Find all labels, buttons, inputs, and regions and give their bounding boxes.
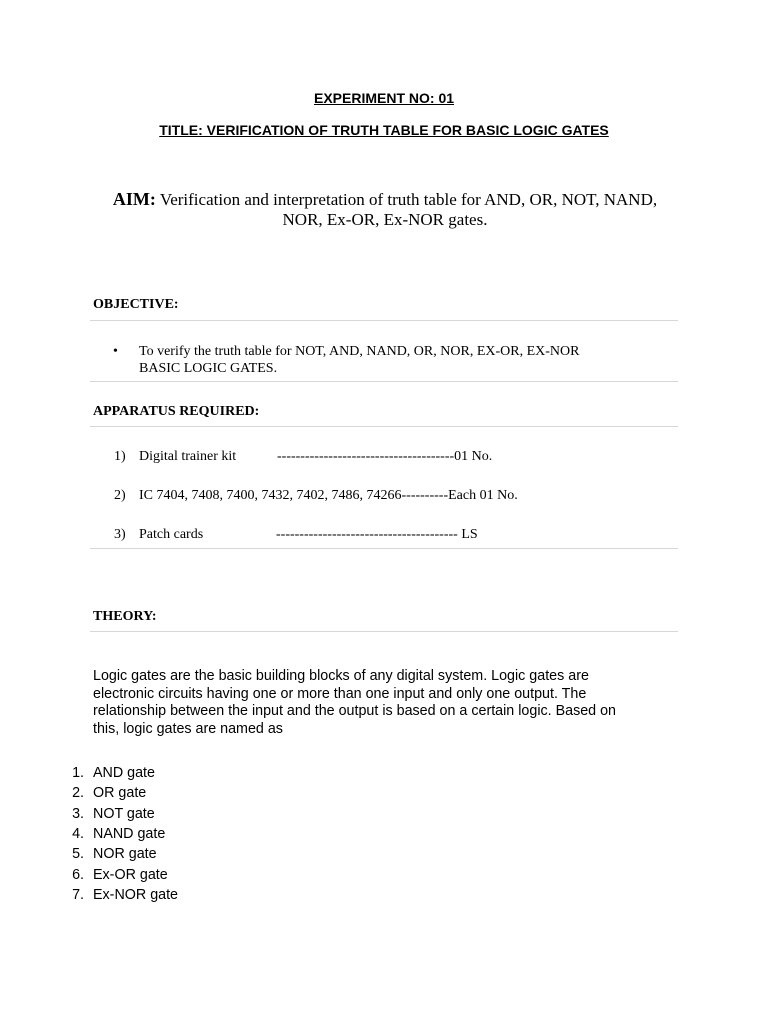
apparatus-quantity: --------------------------------------- LS xyxy=(276,527,478,542)
aim-line-1: AIM: Verification and interpretation of truth table for AND, OR, NOT, NAND, xyxy=(112,189,658,209)
theory-paragraph xyxy=(93,668,673,738)
aim-line-2: NOR, Ex-OR, Ex-NOR gates. xyxy=(282,210,488,229)
gate-list-item: 6. Ex-OR gate xyxy=(72,867,168,883)
theory-line: this, logic gates are named as xyxy=(93,720,283,737)
gate-list-item: 1. AND gate xyxy=(72,765,155,781)
bullet-icon: • xyxy=(113,344,118,359)
aim-statement xyxy=(90,189,680,230)
apparatus-name: IC 7404, 7408, 7400, 7432, 7402, 7486, 74266----------Each 01 No. xyxy=(139,488,518,503)
divider xyxy=(90,381,678,382)
gate-list-item: 3. NOT gate xyxy=(72,806,155,822)
aim-label: AIM: xyxy=(112,189,156,209)
apparatus-name: Patch cards xyxy=(139,527,204,542)
theory-heading: THEORY: xyxy=(93,609,157,624)
apparatus-number: 2) xyxy=(114,488,126,503)
theory-line: Logic gates are the basic building blocks of any digital system. Logic gates are xyxy=(93,668,589,684)
apparatus-number: 1) xyxy=(114,449,126,464)
divider xyxy=(90,631,678,632)
apparatus-name: Digital trainer kit xyxy=(139,449,237,464)
apparatus-number: 3) xyxy=(114,527,126,542)
experiment-number: EXPERIMENT NO: 01 xyxy=(313,90,455,106)
gate-list-item: 7. Ex-NOR gate xyxy=(72,887,179,903)
divider xyxy=(90,426,678,427)
objective-line-2: BASIC LOGIC GATES. xyxy=(139,361,278,376)
divider xyxy=(90,548,678,549)
apparatus-heading: APPARATUS REQUIRED: xyxy=(93,404,260,419)
divider xyxy=(90,320,678,321)
gate-list-item: 5. NOR gate xyxy=(72,846,157,862)
gate-list-item: 4. NAND gate xyxy=(72,826,166,842)
theory-line: relationship between the input and the output is based on a certain logic. Based on xyxy=(93,703,616,719)
gate-list-item: 2. OR gate xyxy=(72,785,147,801)
document-title: TITLE: VERIFICATION OF TRUTH TABLE FOR BASIC LOGIC GATES xyxy=(159,122,609,138)
objective-heading: OBJECTIVE: xyxy=(93,297,179,312)
theory-line: electronic circuits having one or more than one input and only one output. The xyxy=(93,685,587,702)
apparatus-quantity: --------------------------------------01 No. xyxy=(277,449,493,464)
objective-line-1: To verify the truth table for NOT, AND, NAND, OR, NOR, EX-OR, EX-NOR xyxy=(139,344,580,359)
